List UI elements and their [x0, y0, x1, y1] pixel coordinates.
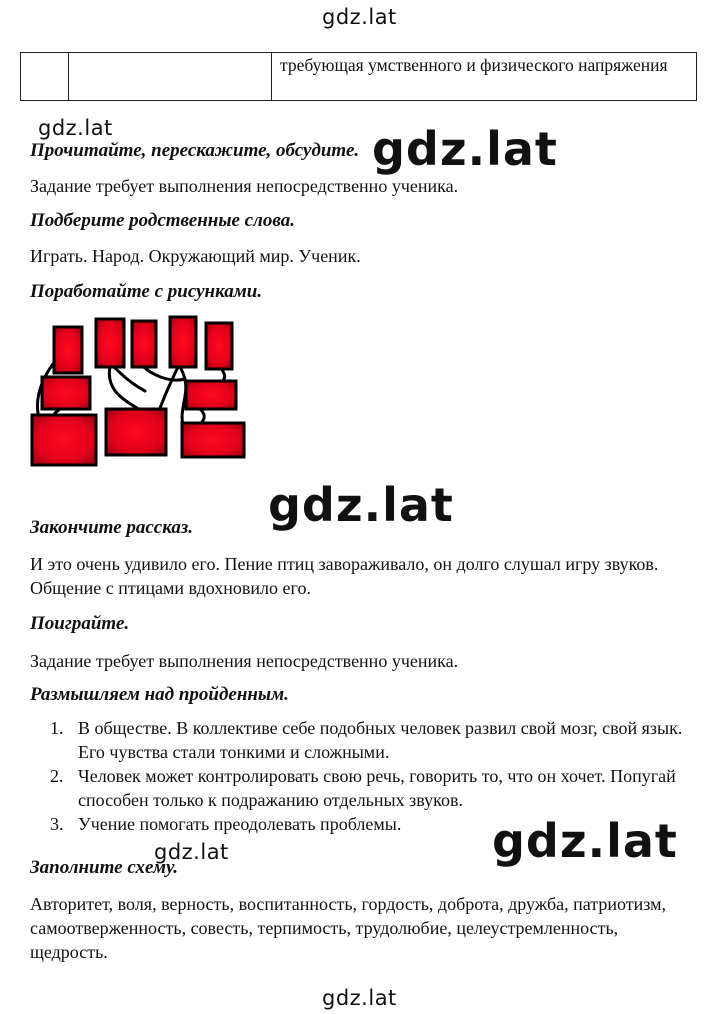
watermark-big-1: gdz.lat — [372, 122, 558, 176]
list-item-text: В обществе. В коллективе себе подобных человек развил свой мозг, свой язык. Его чувства стали тонкими и сложными. — [78, 718, 683, 762]
section-text-related-words: Играть. Народ. Окружающий мир. Ученик. — [30, 246, 361, 266]
table-cell-definition: требующая умственного и физического напряжения — [272, 53, 697, 101]
red-box — [42, 377, 90, 409]
red-box — [186, 381, 236, 409]
list-item-number: 3. — [50, 814, 64, 834]
box-group — [32, 317, 244, 465]
red-box — [32, 415, 96, 465]
section-heading-play: Поиграйте. — [30, 613, 130, 634]
red-box — [132, 321, 156, 367]
section-text-retell: Задание требует выполнения непосредственно ученика. — [30, 176, 459, 196]
red-box — [54, 327, 82, 373]
list-item-text: Учение помогать преодолевать проблемы. — [78, 814, 402, 834]
list-item-number: 1. — [50, 718, 64, 738]
red-box — [106, 409, 166, 455]
section-text-play: Задание требует выполнения непосредственно ученика. — [30, 651, 459, 671]
watermark-big-2: gdz.lat — [268, 478, 454, 532]
watermark-bottom: gdz.lat — [322, 986, 397, 1010]
watermark-small-mid: gdz.lat — [154, 840, 229, 864]
connector-line — [109, 367, 140, 410]
section-heading-retell: Прочитайте, перескажите, обсудите. — [30, 140, 360, 161]
red-box — [96, 319, 124, 367]
section-text-fill-scheme: Авторитет, воля, верность, воспитанность, гордость, доброта, дружба, патриотизм, самоотверженность, совесть, терпимость, трудолюбие, целеустремленность, щедрость. — [30, 894, 666, 962]
red-box — [170, 317, 196, 367]
list-item-number: 2. — [50, 766, 64, 786]
section-text-finish-story: И это очень удивило его. Пение птиц завораживало, он долго слушал игру звуков. Общение с птицами вдохновило его. — [30, 554, 659, 598]
section-heading-finish-story: Закончите рассказ. — [30, 517, 194, 538]
list-item-text: Человек может контролировать свою речь, говорить то, что он хочет. Попугай способен только к подражанию отдельных звуков. — [78, 766, 676, 810]
red-box — [206, 323, 232, 369]
section-heading-related-words: Подберите родственные слова. — [30, 210, 295, 231]
red-box — [182, 423, 244, 457]
section-heading-fill-scheme: Заполните схему. — [30, 857, 178, 878]
watermark-left-small: gdz.lat — [38, 116, 113, 140]
section-heading-pictures: Поработайте с рисунками. — [30, 281, 263, 302]
table-cell-number — [21, 53, 69, 101]
watermark-big-3: gdz.lat — [492, 814, 678, 868]
section-heading-reflect: Размышляем над пройденным. — [30, 684, 289, 705]
table-cell-term — [69, 53, 272, 101]
list-item — [30, 764, 690, 812]
top-table — [20, 52, 697, 101]
watermark-top: gdz.lat — [322, 5, 397, 29]
red-boxes-diagram — [30, 313, 250, 471]
connector-line — [160, 363, 180, 408]
table-row — [21, 53, 697, 101]
list-item — [30, 716, 690, 764]
